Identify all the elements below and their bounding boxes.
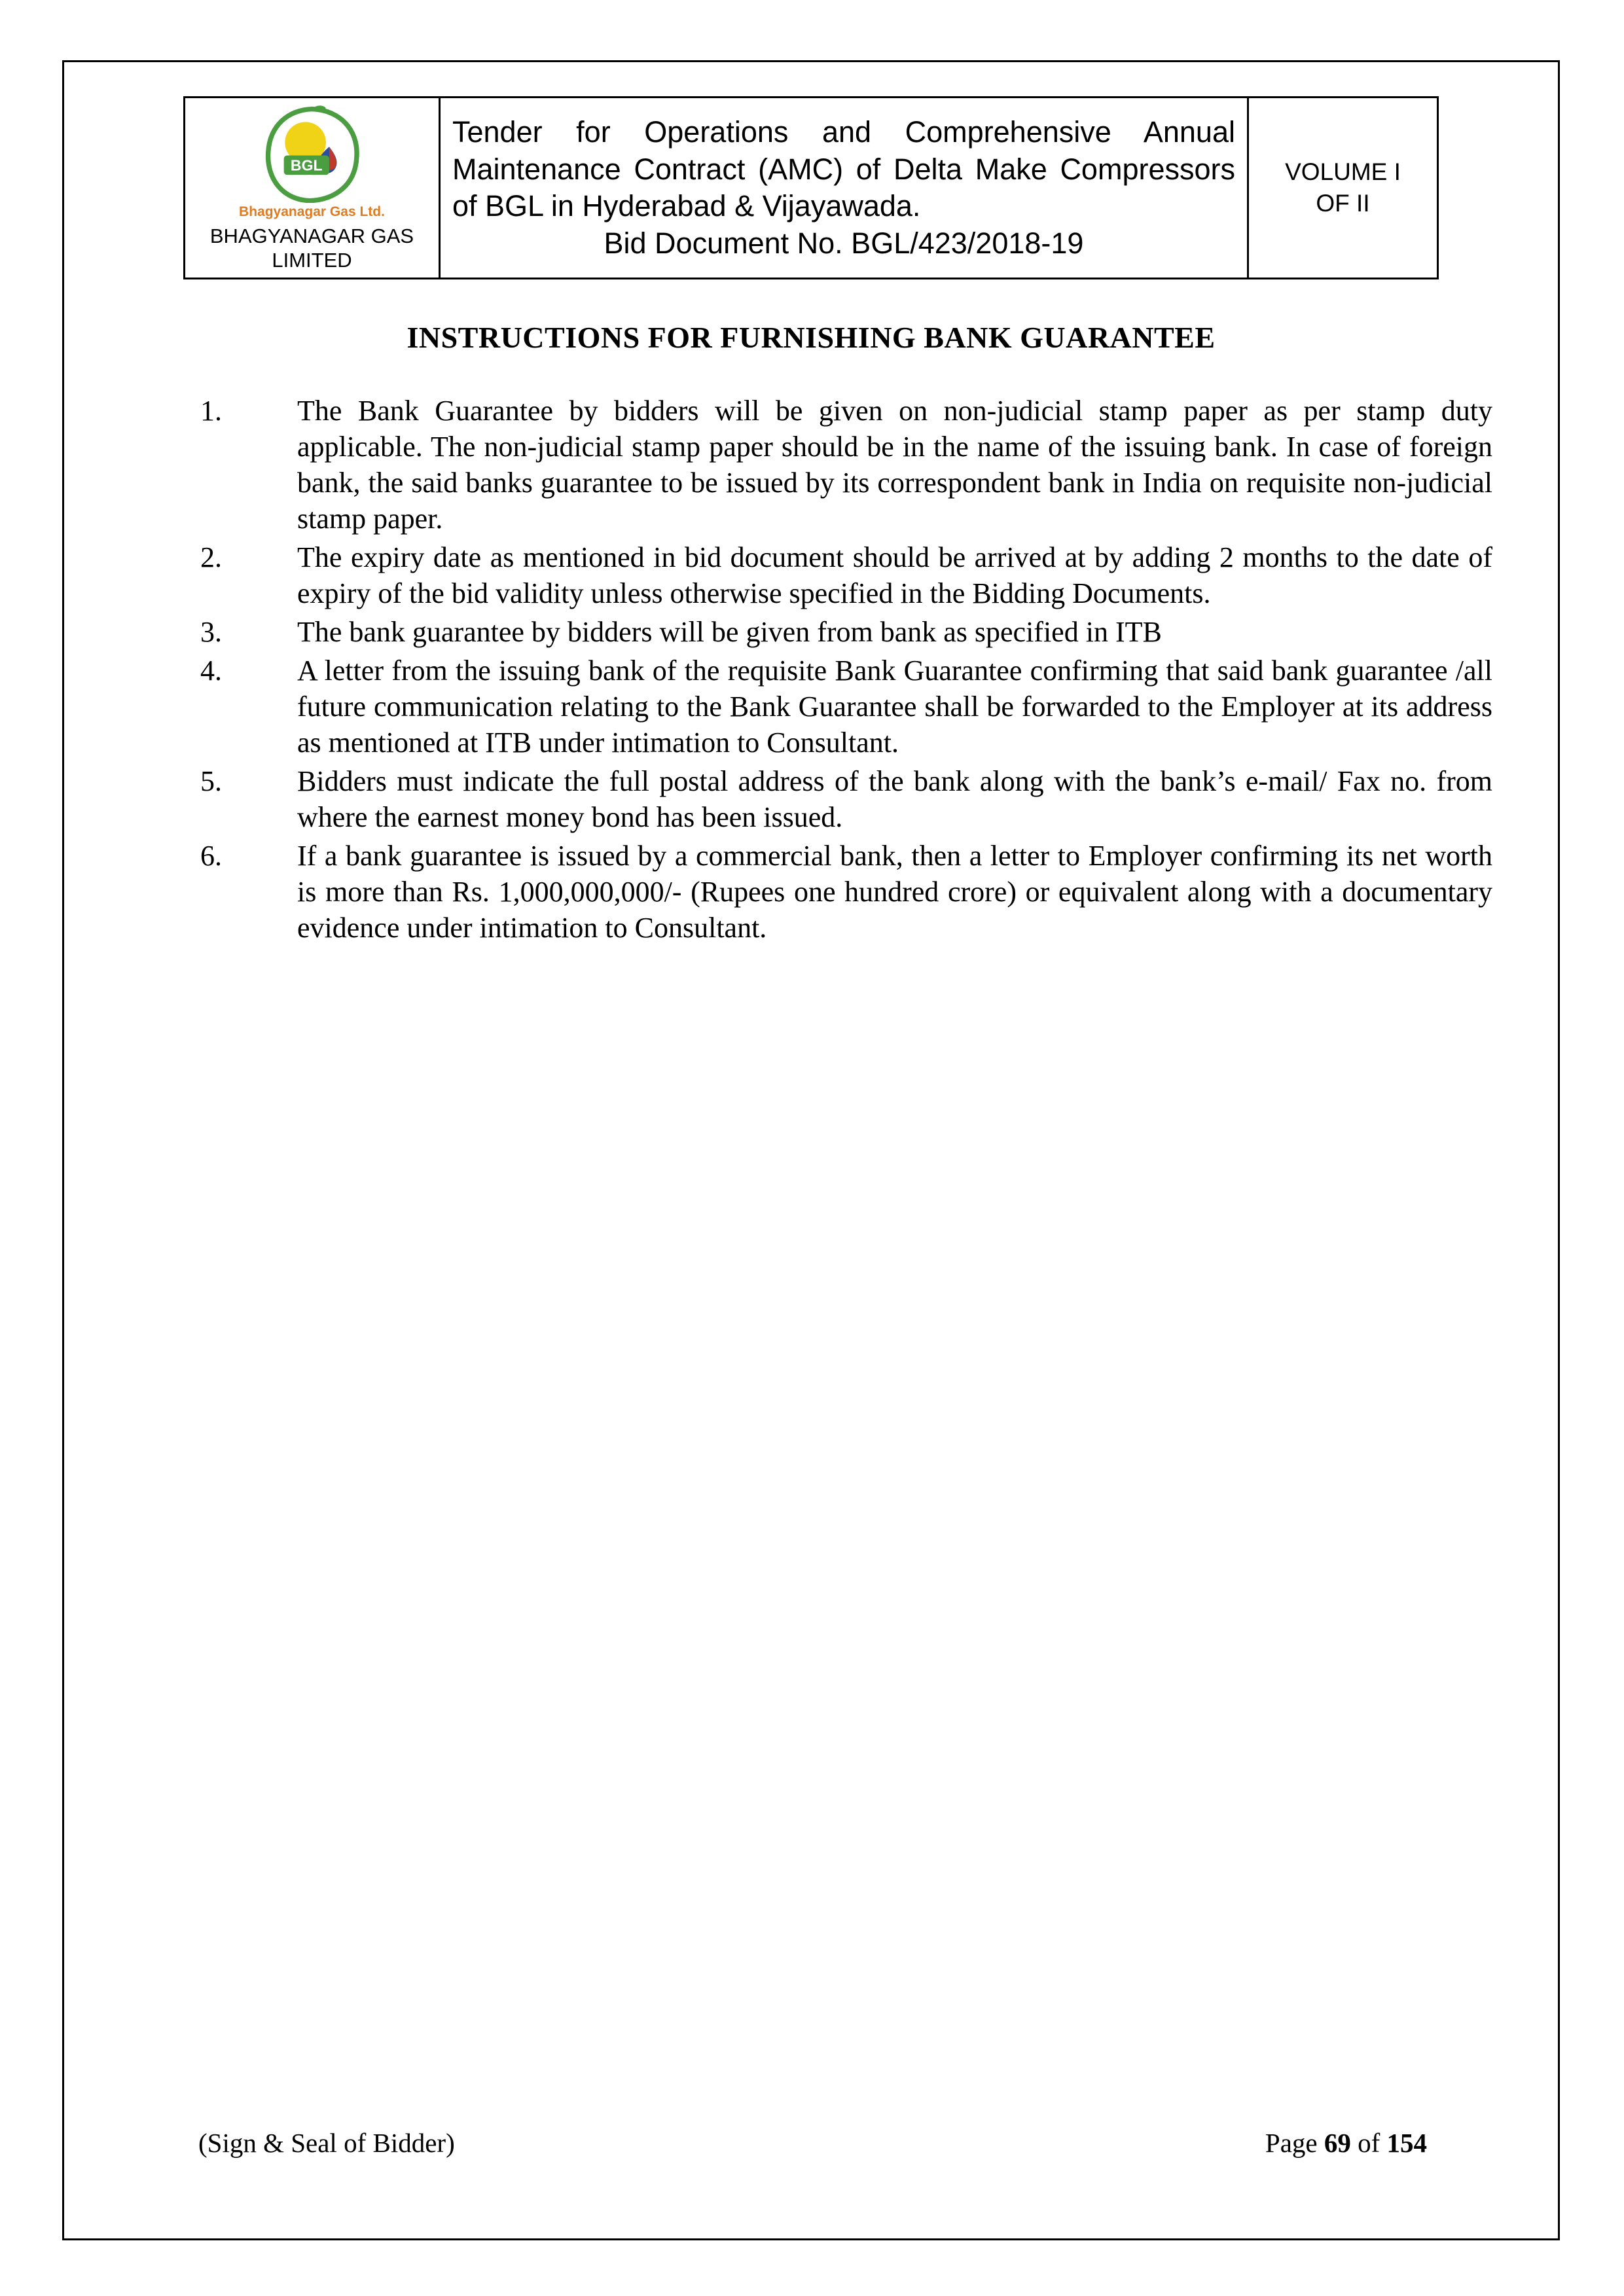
- list-item: [200, 539, 1492, 611]
- company-name-line2: LIMITED: [272, 249, 352, 272]
- bid-document-number: Bid Document No. BGL/423/2018-19: [604, 226, 1084, 260]
- bgl-logo-icon: [258, 105, 366, 203]
- list-item: [200, 653, 1492, 761]
- logo-cell: [185, 98, 440, 279]
- page-word: Page: [1265, 2128, 1318, 2158]
- list-item: [200, 763, 1492, 835]
- volume-line1: VOLUME I: [1285, 158, 1401, 186]
- list-item-number: 3.: [200, 616, 222, 649]
- instructions-list: [200, 393, 1492, 946]
- logo-subtext: Bhagyanagar Gas Ltd.: [239, 204, 385, 219]
- list-item-number: 4.: [200, 655, 222, 687]
- list-item-text: If a bank guarantee is issued by a commercial bank, then a letter to Employer confirming its net worth is more than Rs. 1,000,000,000/- (Rupees one hundred crore) or equivalent along with a documentary evidence under intimation to Consultant.: [297, 840, 1492, 944]
- tender-title: Tender for Operations and Comprehensive Annual Maintenance Contract (AMC) of Delta Make Compressors of BGL in Hyderabad & Vijayawada.: [452, 115, 1235, 223]
- total-pages-value: 154: [1386, 2128, 1427, 2158]
- list-item: [200, 614, 1492, 650]
- page-footer: [198, 2127, 1427, 2159]
- list-item-number: 2.: [200, 541, 222, 574]
- list-item: [200, 393, 1492, 537]
- list-item-text: A letter from the issuing bank of the requisite Bank Guarantee confirming that said bank guarantee /all future communication relating to the Bank Guarantee shall be forwarded to the Employer at its address as mentioned at ITB under intimation to Consultant.: [297, 655, 1492, 759]
- page-number: [1265, 2127, 1427, 2159]
- list-item-text: Bidders must indicate the full postal address of the bank along with the bank’s e-mail/ Fax no. from where the earnest money bond has been issued.: [297, 765, 1492, 834]
- list-item-text: The bank guarantee by bidders will be given from bank as specified in ITB: [297, 616, 1162, 649]
- volume-line2: OF II: [1316, 190, 1370, 217]
- sign-seal-label: (Sign & Seal of Bidder): [198, 2128, 455, 2158]
- section-heading: INSTRUCTIONS FOR FURNISHING BANK GUARANTEE: [406, 321, 1216, 355]
- page-number-value: 69: [1324, 2128, 1351, 2158]
- list-item-text: The expiry date as mentioned in bid document should be arrived at by adding 2 months to the date of expiry of the bid validity unless otherwise specified in the Bidding Documents.: [297, 541, 1492, 610]
- volume-text: [1249, 156, 1437, 219]
- list-item-number: 1.: [200, 395, 222, 427]
- list-item: [200, 838, 1492, 946]
- title-cell: [440, 98, 1248, 279]
- company-name-line1: BHAGYANAGAR GAS: [209, 224, 414, 247]
- company-logo: [239, 105, 385, 220]
- list-item-number: 6.: [200, 840, 222, 872]
- list-item-text: The Bank Guarantee by bidders will be given on non-judicial stamp paper as per stamp duty applicable. The non-judicial stamp paper should be in the name of the issuing bank. In case of foreign bank, the said banks guarantee to be issued by its correspondent bank in India on requisite non-judicial stamp paper.: [297, 395, 1492, 535]
- header-table: [183, 96, 1439, 279]
- page-border: [62, 60, 1560, 2240]
- volume-cell: [1248, 98, 1438, 279]
- svg-text:BGL: BGL: [290, 156, 323, 174]
- list-item-number: 5.: [200, 765, 222, 798]
- company-name: [189, 224, 435, 272]
- of-word: of: [1358, 2128, 1380, 2158]
